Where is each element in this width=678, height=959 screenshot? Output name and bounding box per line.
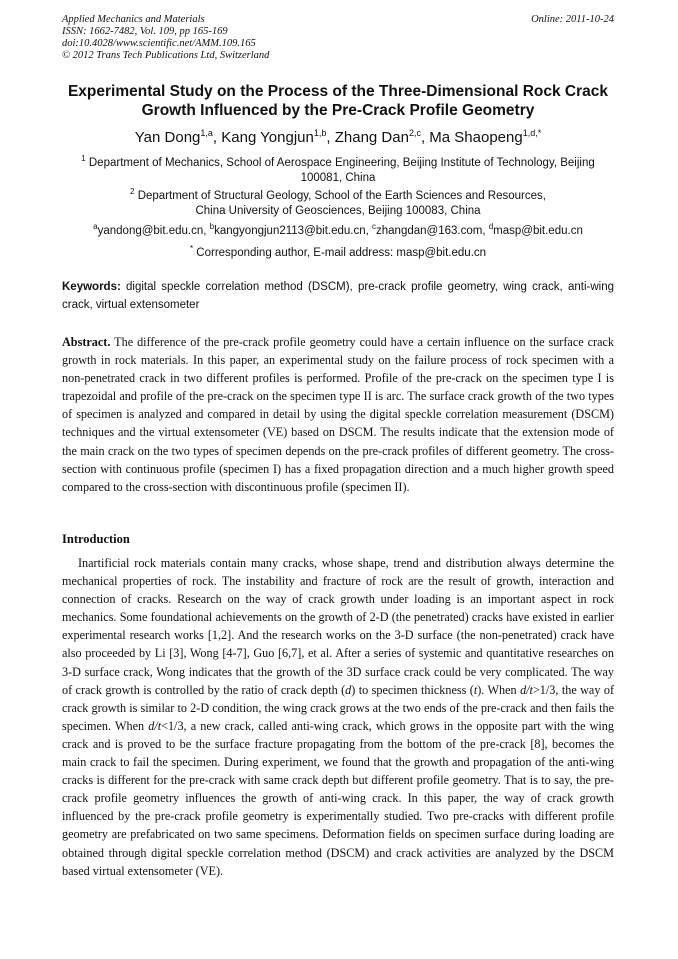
journal-header [62,14,614,62]
affiliation-1 [62,151,614,186]
intro-variable: d/t [520,682,533,697]
introduction-paragraph [62,554,614,880]
copyright-line: © 2012 Trans Tech Publications Ltd, Switzerland [62,50,270,61]
affiliation-text: Department of Structural Geology, School of the Earth Sciences and Resources, [137,189,546,202]
intro-text: ) to specimen thickness ( [351,682,474,697]
affiliation-2 [62,184,614,219]
abstract-block [62,333,614,496]
author-affil-mark: 1,a [200,128,213,138]
email-list [62,219,614,239]
corresponding-author [62,241,614,261]
paper-title: Experimental Study on the Process of the Three-Dimensional Rock Crack Growth Influenced by the Pre-Crack Profile Geometry [67,83,609,119]
email-address: yandong@bit.edu.cn, [97,224,210,237]
intro-variable: t [473,682,478,697]
author-separator: , [420,129,430,146]
email-mark: c [372,222,377,231]
abstract-text: The difference of the pre-crack profile geometry could have a certain influence on the surface crack growth in rock materials. In this paper, an experimental study on the failure process of rock specimen with a non-penetrated crack in two different profiles is performed. Profile of the pre-crack on the specimen type I is trapezoidal and profile of the pre-crack on the specimen type II is arc. The surface crack growth of the two types of specimen is analyzed and compared in detail by using the digital speckle correlation measurement (DSCM) techniques and the virtual extensometer (VE) based on DSCM. The results indicate that the extension mode of the main crack on the two types of specimen depends on the pre-crack profiles of different geometry. The cross-section with continuous profile (specimen I) has a fixed propagation direction and a much higher growth speed compared to the cross-section with discontinuous profile (specimen II). [62,335,614,494]
intro-text: <1/3, a new crack, called anti-wing crack, which grows in the opposite part with the wing crack and is proved to be the surface fracture propagating from the bottom of the pre-crack [8], becomes the main crack to fail the specimen. During experiment, we found that the growth and propagation of the anti-wing cracks is different for the pre-crack with same crack depth but different profile geometry. That is to say, the pre-crack profile geometry influences the growth of anti-wing crack. In this paper, the way of crack growth influenced by the pre-crack profile geometry is experimentally studied. Two pre-cracks with different profile geometry are prefabricated on two same specimens. Deformation fields on specimen surface during loading are obtained through digital speckle correlation method (DSCM) and crack activities are analyzed by the DSCM based virtual extensometer (VE). [62,718,614,878]
author-name: Kang Yongjun [221,129,314,146]
intro-variable: d/t [148,718,162,733]
email-address: zhangdan@163.com, [376,224,489,237]
author-separator: , [326,129,335,146]
corresponding-text: Corresponding author, E-mail address: masp@bit.edu.cn [193,246,487,259]
author-affil-mark: 2,c [408,128,421,138]
affiliation-text: China University of Geosciences, Beijing 100083, China [195,204,481,217]
corresponding-mark: * [189,244,194,253]
author-name: Yan Dong [134,129,201,146]
affiliation-mark: 2 [130,187,135,196]
affiliation-mark: 1 [81,154,86,163]
author-name: Ma Shaopeng [429,129,523,146]
email-mark: b [209,222,215,231]
section-heading-introduction: Introduction [62,532,130,546]
keywords-block [62,278,614,314]
email-address: masp@bit.edu.cn [493,224,583,237]
email-mark: a [93,222,98,231]
keywords-text: digital speckle correlation method (DSCM), pre-crack profile geometry, wing crack, anti-wing crack, virtual extensometer [62,281,614,311]
online-date: Online: 2011-10-24 [531,14,614,25]
email-mark: d [488,222,494,231]
issn-line: ISSN: 1662-7482, Vol. 109, pp 165-169 [62,26,228,37]
author-separator: , [212,129,222,146]
affiliation-text: Department of Mechanics, School of Aerospace Engineering, Beijing Institute of Technology, Beijing 100081, China [88,156,595,184]
intro-variable: d [345,682,352,697]
keywords-label: Keywords: [62,281,121,293]
intro-text: ). When [477,682,521,697]
author-name: Zhang Dan [334,129,409,146]
email-address: kangyongjun2113@bit.edu.cn, [214,224,373,237]
journal-name: Applied Mechanics and Materials [62,14,205,25]
author-affil-mark: 1,d,* [522,128,542,138]
author-affil-mark: 1,b [313,128,327,138]
author-list [62,124,614,147]
abstract-label: Abstract. [62,335,111,349]
doi-line: doi:10.4028/www.scientific.net/AMM.109.165 [62,38,256,49]
intro-text: >1/3, the way of crack growth is similar to 2-D condition, the wing crack grows at the two ends of the pre-crack and then fails the specimen. When [62,682,614,733]
intro-text: Inartificial rock materials contain many cracks, whose shape, trend and distribution always determine the mechanical properties of rock. The instability and fracture of rock are the result of growth, interaction and connection of cracks. Research on the way of crack growth under loading is an important aspect in rock mechanics. Some foundational achievements on the growth of 2-D (the penetrated) cracks have existed in earlier experimental research works [1,2]. And the research works on the 3-D surface (the non-penetrated) crack have also proceeded by Li [3], Wong [4-7], Guo [6,7], et al. After a series of systemic and quantitative researches on 3-D surface crack, Wong indicates that the growth of the 3D surface crack could be very complicated. The way of crack growth is controlled by the ratio of crack depth ( [62,556,614,697]
